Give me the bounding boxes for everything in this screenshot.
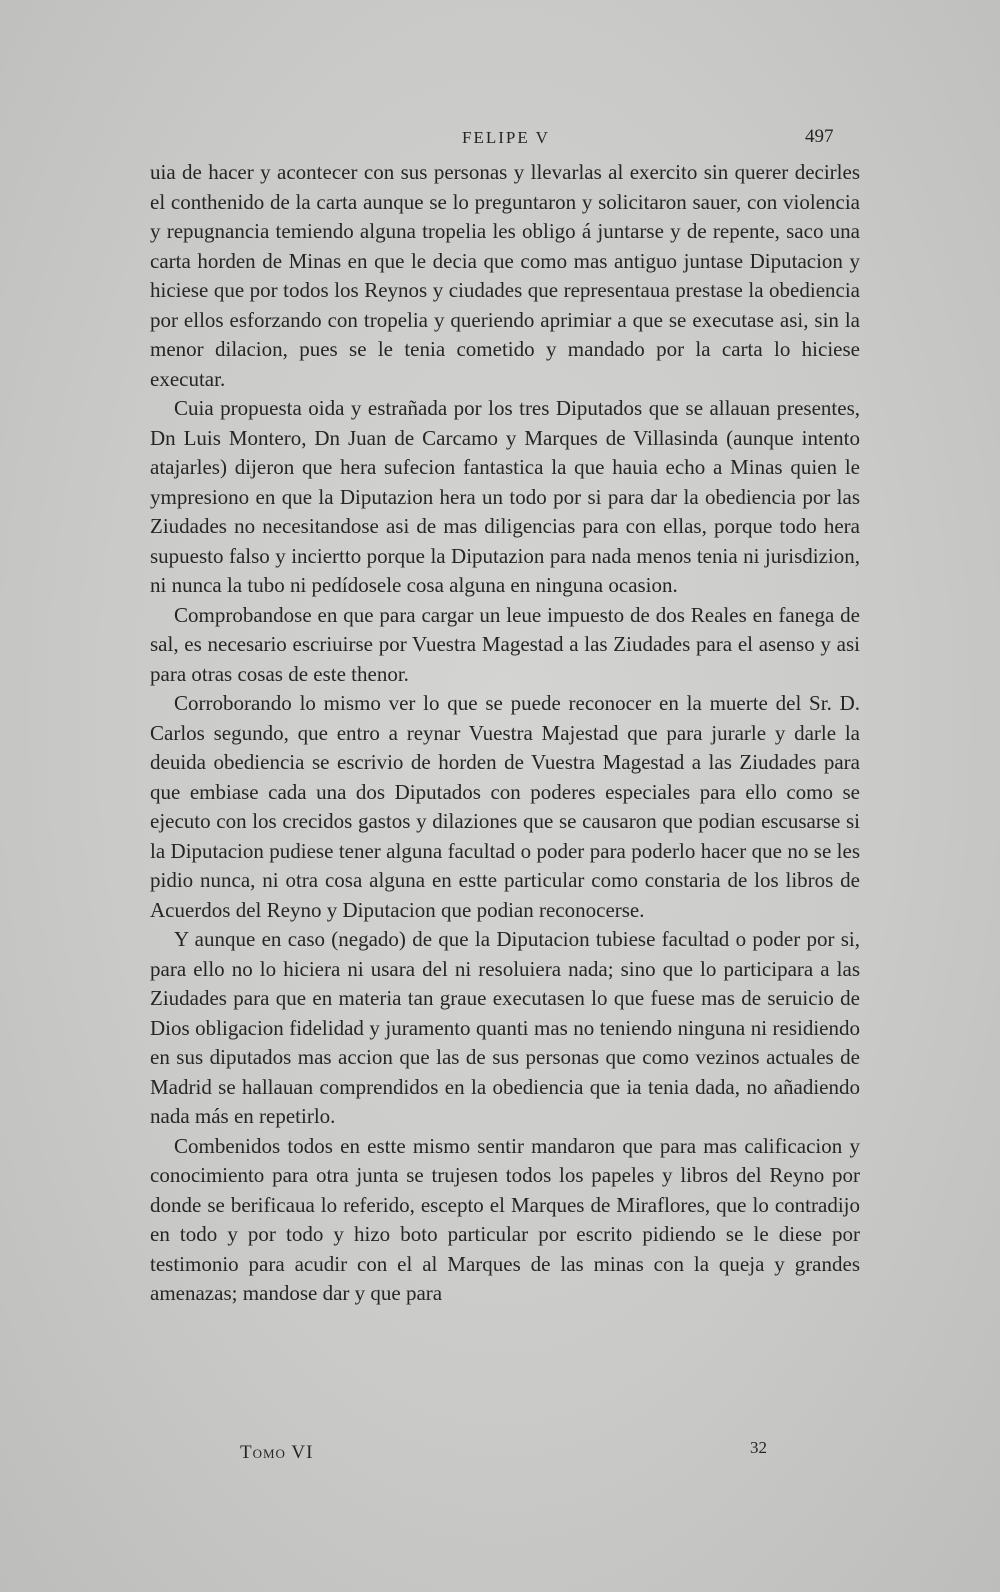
paragraph-4: Corroborando lo mismo ver lo que se puede reconocer en la muerte del Sr. D. Carlos segundo, que entro a reynar Vuestra Majestad que para jurarle y darle la deuida obediencia se escrivio de horden de Vuestra Magestad a las Ziudades para que embiase cada una dos Diputados con poderes especiales para ello como se ejecuto con los crecidos gastos y dilaziones que se causaron que podian escusarse si la Diputacion pudiese tener alguna facultad o poder para poderlo hacer que no se les pidio nunca, ni otra cosa alguna en estte particular como constaria de los libros de Acuerdos del Reyno y Diputacion que podian reconocerse.: [150, 691, 860, 922]
paragraph-2: Cuia propuesta oida y estrañada por los tres Diputados que se allauan presentes, Dn Luis Montero, Dn Juan de Carcamo y Marques de Villasinda (aunque intento atajarles) dijeron que hera sufecion fantastica la que hauia echo a Minas quien le ympresiono en que la Diputazion hera un todo por si para dar la obediencia por las Ziudades no necesitandose asi de mas diligencias para con ellas, porque todo hera supuesto falso y inciertto porque la Diputazion para nada menos tenia ni jurisdizion, ni nunca la tubo ni pedídosele cosa alguna en ninguna ocasion.: [150, 396, 860, 597]
paragraph-5: Y aunque en caso (negado) de que la Diputacion tubiese facultad o poder por si, para ello no lo hiciera ni usara del ni resoluiera nada; sino que lo participara a las Ziudades para que en materia tan graue executasen lo que fuese mas de seruicio de Dios obligacion fidelidad y juramento quanti mas no teniendo ninguna ni residiendo en sus diputados mas accion que las de sus personas que como vezinos actuales de Madrid se hallauan comprendidos en la obediencia que ia tenia dada, no añadiendo nada más en repetirlo.: [150, 927, 860, 1128]
body-text: [150, 158, 860, 1309]
signature-mark: 32: [750, 1438, 767, 1457]
paragraph-6: Combenidos todos en estte mismo sentir mandaron que para mas calificacion y conocimiento para otra junta se trujesen todos los papeles y libros del Reyno por donde se berificaua lo referido, escepto el Marques de Miraflores, que lo contradijo en todo y por todo y hizo boto particular por escrito pidiendo se le diese por testimonio para acudir con el al Marques de las minas con la queja y grandes amenazas; mandose dar y que para: [150, 1133, 860, 1305]
running-header-title: FELIPE V: [462, 128, 550, 147]
paragraph-1: uia de hacer y acontecer con sus personas y llevarlas al exercito sin querer decirles el conthenido de la carta aunque se lo preguntaron y solicitaron sauer, con violencia y repugnancia temiendo alguna tropelia les obligo á juntarse y de repente, saco una carta horden de Minas en que le decia que como mas antiguo juntase Diputacion y hiciese que por todos los Reynos y ciudades que representaua prestase la obediencia por ellos esforzando con tropelia y queriendo aprimiar a que se executase asi, sin la menor dilacion, pues se le tenia cometido y mandado por la carta lo hiciese executar.: [150, 160, 860, 391]
volume-label: Tomo VI: [240, 1442, 314, 1463]
paragraph-3: Comprobandose en que para cargar un leue impuesto de dos Reales en fanega de sal, es necesario escriuirse por Vuestra Magestad a las Ziudades para el asenso y asi para otras cosas de este thenor.: [150, 602, 860, 686]
page-number: 497: [805, 126, 834, 147]
